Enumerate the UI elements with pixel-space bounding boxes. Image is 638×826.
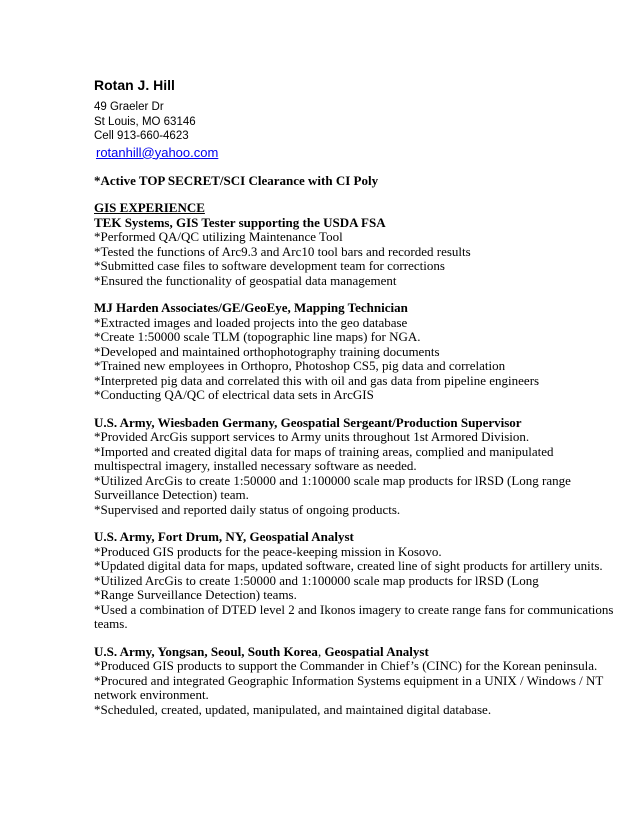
- job-bullet: *Create 1:50000 scale TLM (topographic line maps) for NGA.: [94, 329, 421, 344]
- job-bullet: *Ensured the functionality of geospatial data management: [94, 272, 397, 288]
- job-bullet: *Tested the functions of Arc9.3 and Arc10 tool bars and recorded results: [94, 243, 471, 259]
- job-bullet: *Interpreted pig data and correlated this with oil and gas data from pipeline engineers: [94, 372, 540, 388]
- job-bullet: *Procured and integrated Geographic Information Systems equipment in a UNIX / Windows / NT network environment.: [94, 672, 604, 702]
- job-title-role: Geospatial Analyst: [324, 643, 429, 659]
- section-title-gis-experience: GIS EXPERIENCE: [94, 200, 205, 215]
- address-line-1: 49 Graeler Dr: [94, 101, 164, 113]
- job-entry: [94, 645, 614, 718]
- job-bullet: *Used a combination of DTED level 2 and Ikonos imagery to create range fans for communications teams.: [94, 601, 614, 631]
- job-bullet: *Produced GIS products to support the Commander in Chief’s (CINC) for the Korean peninsula.: [94, 658, 598, 673]
- job-title: TEK Systems, GIS Tester supporting the USDA FSA: [94, 214, 386, 230]
- job-bullet: *Supervised and reported daily status of ongoing products.: [94, 501, 401, 517]
- phone-number: Cell 913-660-4623: [94, 130, 189, 142]
- job-bullet: *Range Surveillance Detection) teams.: [94, 587, 297, 602]
- job-entry: [94, 416, 614, 518]
- job-title: U.S. Army, Fort Drum, NY, Geospatial Analyst: [94, 529, 354, 544]
- job-title-employer: U.S. Army, Yongsan, Seoul, South Korea: [94, 643, 318, 659]
- job-title: [94, 645, 614, 660]
- candidate-name: Rotan J. Hill: [94, 77, 175, 93]
- email-link[interactable]: rotanhill@yahoo.com: [96, 144, 219, 160]
- job-bullet: *Performed QA/QC utilizing Maintenance Tool: [94, 229, 343, 244]
- job-bullet: *Utilized ArcGis to create 1:50000 and 1:100000 scale map products for lRSD (Long range Surveillance Detection) team.: [94, 472, 571, 502]
- job-bullet: *Developed and maintained orthophotography training documents: [94, 343, 440, 359]
- clearance-statement: *Active TOP SECRET/SCI Clearance with CI Poly: [94, 172, 379, 188]
- job-bullet: *Submitted case files to software development team for corrections: [94, 258, 445, 273]
- resume-content: [94, 77, 614, 717]
- job-bullet: *Produced GIS products for the peace-keeping mission in Kosovo.: [94, 543, 442, 559]
- job-bullet: *Trained new employees in Orthopro, Photoshop CS5, pig data and correlation: [94, 358, 506, 373]
- job-entry: [94, 530, 614, 632]
- job-bullet: *Conducting QA/QC of electrical data sets in ArcGIS: [94, 387, 374, 402]
- job-entry: [94, 216, 614, 289]
- job-bullet: *Provided ArcGis support services to Army units throughout 1st Armored Division.: [94, 429, 530, 444]
- job-bullet: *Updated digital data for maps, updated software, created line of sight products for artillery units.: [94, 558, 603, 573]
- job-bullet: *Utilized ArcGis to create 1:50000 and 1:100000 scale map products for lRSD (Long: [94, 572, 539, 588]
- job-title: MJ Harden Associates/GE/GeoEye, Mapping Technician: [94, 300, 408, 315]
- job-bullet: *Extracted images and loaded projects into the geo database: [94, 314, 408, 330]
- job-bullet: *Scheduled, created, updated, manipulated, and maintained digital database.: [94, 701, 492, 717]
- job-entry: [94, 301, 614, 403]
- job-bullet: *Imported and created digital data for maps of training areas, complied and manipulated multispectral imagery, installed necessary software as needed.: [94, 443, 554, 473]
- job-title-separator: ,: [317, 643, 325, 659]
- job-title: U.S. Army, Wiesbaden Germany, Geospatial Sergeant/Production Supervisor: [94, 414, 522, 430]
- address-line-2: St Louis, MO 63146: [94, 115, 196, 128]
